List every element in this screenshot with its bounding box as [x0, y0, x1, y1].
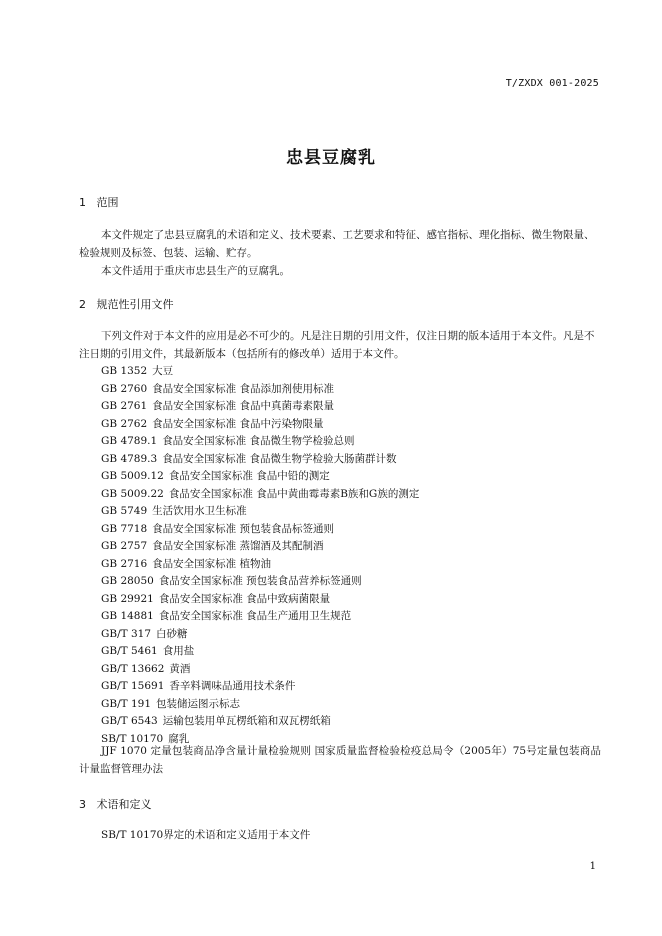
- page-number: 1: [589, 861, 596, 872]
- reference-name: 食品安全国家标准 食品中铅的测定: [168, 470, 330, 482]
- reference-name: 食品安全国家标准 食品生产通用卫生规范: [158, 610, 352, 622]
- reference-code: GB 5009.12: [101, 470, 164, 482]
- document-title: 忠县豆腐乳: [286, 148, 376, 168]
- reference-item: [101, 450, 397, 468]
- scope-applicability: 本文件适用于重庆市忠县生产的豆腐乳。: [101, 265, 290, 277]
- reference-name: 食品安全国家标准 植物油: [152, 557, 272, 570]
- section-number: 2: [79, 298, 86, 311]
- reference-name: 黄酒: [169, 662, 191, 675]
- reference-item: [101, 380, 334, 398]
- reference-name: 大豆: [152, 365, 174, 377]
- reference-code: GB 4789.1: [101, 435, 158, 447]
- reference-name: 食品安全国家标准 食品微生物学检验总则: [162, 435, 355, 447]
- reference-item: [101, 485, 419, 503]
- reference-item: [101, 572, 362, 590]
- reference-name: 食品安全国家标准 食品中污染物限量: [152, 417, 324, 430]
- reference-code: GB 2757: [101, 540, 148, 552]
- reference-name: 白砂糖: [156, 627, 188, 640]
- reference-code: GB/T 13662: [101, 662, 165, 675]
- reference-item: [101, 590, 330, 608]
- reference-name: 食品安全国家标准 食品中致病菌限量: [158, 592, 331, 605]
- reference-item: [101, 537, 324, 555]
- section-2-heading: [79, 296, 174, 312]
- reference-item: [101, 555, 271, 573]
- reference-item: [101, 695, 240, 713]
- reference-item: [101, 415, 324, 433]
- reference-code: SB/T 10170: [101, 732, 164, 745]
- reference-code: GB 2762: [101, 417, 148, 430]
- reference-name: 食用盐: [162, 645, 195, 657]
- reference-code: GB 2716: [101, 557, 148, 570]
- document-code: T/ZXDX 001-2025: [505, 78, 599, 89]
- reference-code: GB/T 6543: [101, 715, 158, 727]
- references-intro: 下列文件对于本文件的应用是必不可少的。凡是注日期的引用文件，仅注日期的版本适用于本文件。凡是不注日期的引用文件，其最新版本（包括所有的修改单）适用于本文件。: [79, 330, 595, 360]
- reference-code: GB 2760: [101, 382, 148, 395]
- reference-item: [101, 660, 190, 678]
- reference-name: 食品安全国家标准 预包装食品标签通则: [152, 522, 335, 535]
- reference-item: [101, 362, 173, 380]
- reference-name: 食品安全国家标准 食品微生物学检验大肠菌群计数: [162, 452, 397, 465]
- reference-item: [101, 712, 331, 730]
- reference-code: GB 7718: [101, 522, 148, 535]
- reference-name: 腐乳: [168, 732, 190, 745]
- section-1-heading: [79, 194, 119, 210]
- reference-name: 食品安全国家标准 食品中黄曲霉毒素B族和G族的测定: [168, 487, 420, 500]
- reference-name: 食品安全国家标准 食品添加剂使用标准: [152, 382, 335, 395]
- reference-name: 食品安全国家标准 预包装食品营养标签通则: [158, 575, 362, 587]
- section-title: 规范性引用文件: [96, 298, 174, 311]
- section-number: 1: [79, 196, 86, 209]
- reference-code: GB 4789.3: [101, 452, 158, 465]
- jjf-reference: JJF 1070 定量包装商品净含量计量检验规则 国家质量监督检验检疫总局令（2005年）75号定量包装商品计量监督管理办法: [79, 745, 601, 775]
- reference-item: [101, 397, 334, 415]
- reference-code: GB 1352: [101, 365, 148, 377]
- reference-code: GB 5009.22: [101, 487, 164, 500]
- reference-item: [101, 625, 188, 643]
- reference-item: [101, 467, 330, 485]
- reference-code: GB 28050: [101, 575, 154, 587]
- reference-item: [101, 642, 194, 660]
- reference-code: GB/T 5461: [101, 645, 158, 657]
- section-title: 术语和定义: [96, 798, 152, 811]
- reference-code: GB 2761: [101, 400, 148, 412]
- section-title: 范围: [96, 196, 119, 209]
- section-number: 3: [79, 798, 86, 811]
- reference-name: 运输包装用单瓦楞纸箱和双瓦楞纸箱: [162, 715, 331, 727]
- reference-name: 生活饮用水卫生标准: [152, 505, 247, 517]
- reference-name: 香辛料调味品通用技术条件: [169, 680, 296, 692]
- reference-code: GB 5749: [101, 505, 148, 517]
- reference-name: 食品安全国家标准 食品中真菌毒素限量: [152, 400, 335, 412]
- reference-code: GB/T 15691: [101, 680, 165, 692]
- reference-code: GB/T 317: [101, 627, 152, 640]
- reference-item: [101, 502, 247, 520]
- scope-paragraph: 本文件规定了忠县豆腐乳的术语和定义、技术要素、工艺要求和特征、感官指标、理化指标、微生物限量、检验规则及标签、包装、运输、贮存。: [79, 229, 595, 259]
- reference-code: GB 29921: [101, 592, 154, 605]
- reference-item: [101, 677, 295, 695]
- reference-item: [101, 520, 334, 538]
- reference-name: 包装储运图示标志: [156, 697, 241, 710]
- terms-statement: SB/T 10170界定的术语和定义适用于本文件: [101, 829, 311, 841]
- reference-name: 食品安全国家标准 蒸馏酒及其配制酒: [152, 540, 324, 552]
- reference-code: GB/T 191: [101, 697, 152, 710]
- section-3-heading: [79, 796, 152, 812]
- reference-item: [101, 607, 351, 625]
- reference-code: GB 14881: [101, 610, 154, 622]
- reference-item: [101, 432, 355, 450]
